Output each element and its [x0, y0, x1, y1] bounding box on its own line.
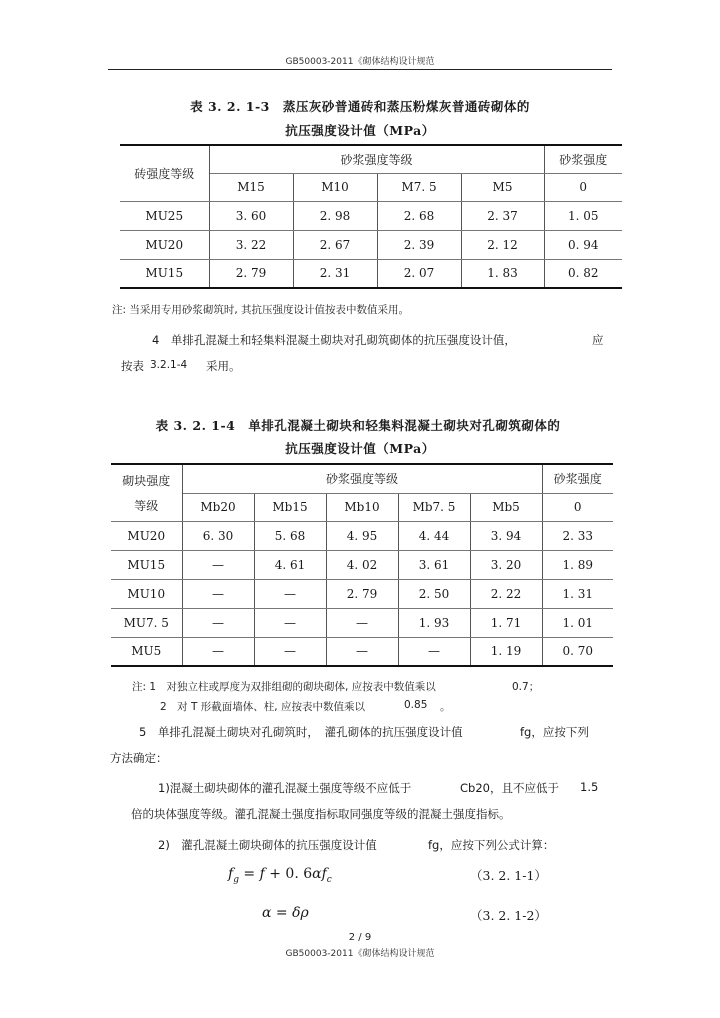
table2-cell: — [182, 579, 254, 608]
table1-col-header: M7. 5 [377, 173, 461, 201]
table2-col-header: Mb5 [470, 493, 542, 521]
table1-caption-line1: 表 3. 2. 1-3 蒸压灰砂普通砖和蒸压粉煤灰普通砖砌体的 [190, 99, 530, 114]
para4-line2-c: 采用。 [206, 359, 241, 373]
table2-cell: 1. 31 [542, 579, 613, 608]
para4-line2-a: 按表 [121, 359, 144, 373]
table1-grade: MU20 [120, 230, 209, 259]
formula-1: $f_g = f + 0$. $6\alpha f_c$ [228, 866, 332, 885]
table1-cell: 0. 94 [544, 230, 622, 259]
table1-cell: 0. 82 [544, 259, 622, 288]
table2-cell: 1. 93 [398, 608, 470, 637]
table2-row-header-line1: 砌块强度 [122, 473, 171, 488]
table2-cell: 0. 70 [542, 637, 613, 666]
item2-line-end: fg，应按下列公式计算： [428, 838, 555, 852]
table-row [120, 259, 622, 288]
table1-grade: MU25 [120, 201, 209, 230]
table2-cell: 2. 33 [542, 521, 613, 550]
table2 [111, 463, 613, 667]
table2-cell: 3. 94 [470, 521, 542, 550]
table2-note2-end: 。 [440, 701, 451, 713]
item1-line1: 1)混凝土砌块砌体的灌孔混凝土强度等级不应低于 [158, 781, 412, 795]
table-row [111, 579, 613, 608]
table1-cell: 2. 39 [377, 230, 461, 259]
table2-group-header: 砂浆强度等级 [182, 464, 542, 493]
table1-cell: 2. 79 [209, 259, 293, 288]
table2-col-header: 0 [542, 493, 613, 521]
para4-line1-end: 应 [592, 333, 604, 347]
table1-cell: 2. 12 [461, 230, 544, 259]
table2-cell: — [254, 608, 326, 637]
table2-cell: 6. 30 [182, 521, 254, 550]
table2-grade: MU5 [111, 637, 182, 666]
table1 [120, 144, 622, 289]
table-row [120, 230, 622, 259]
table2-cell: 1. 89 [542, 550, 613, 579]
table-row [120, 201, 622, 230]
table2-grade: MU15 [111, 550, 182, 579]
table1-row-header: 砖强度等级 [120, 145, 209, 201]
table2-col-header: Mb7. 5 [398, 493, 470, 521]
table1-col-header: M5 [461, 173, 544, 201]
table1-grade: MU15 [120, 259, 209, 288]
table2-cell: — [182, 637, 254, 666]
table2-cell: — [254, 579, 326, 608]
table1-caption-line2: 抗压强度设计值（MPa） [285, 123, 435, 138]
table2-note2: 2 对 T 形截面墙体、柱, 应按表中数值乘以 [160, 701, 365, 713]
page-header: GB50003-2011《砌体结构设计规范 [285, 57, 435, 67]
table2-cell: 1. 71 [470, 608, 542, 637]
table1-last-header: 砂浆强度 [544, 145, 622, 173]
table2-cell: — [182, 608, 254, 637]
table2-cell: — [254, 637, 326, 666]
table-row [111, 550, 613, 579]
table2-col-header: Mb10 [326, 493, 398, 521]
table1-cell: 2. 37 [461, 201, 544, 230]
table1-cell: 1. 05 [544, 201, 622, 230]
table2-note1-value: 0.7； [512, 681, 540, 693]
item1-line1-mid: Cb20，且不应低于 [460, 781, 559, 795]
table2-grade: MU20 [111, 521, 182, 550]
table2-note2-value: 0.85 [404, 699, 428, 711]
para5-line1: 5 单排孔混凝土砌块对孔砌筑时， 灌孔砌体的抗压强度设计值 [139, 725, 463, 739]
formula-2-number: （3. 2. 1-2） [470, 908, 547, 923]
table2-cell: 5. 68 [254, 521, 326, 550]
table2-cell: 3. 20 [470, 550, 542, 579]
table1-cell: 2. 68 [377, 201, 461, 230]
table-row [111, 608, 613, 637]
item1-line2: 倍的块体强度等级。灌孔混凝土强度指标取同强度等级的混凝土强度指标。 [131, 807, 511, 821]
item2-line: 2) 灌孔混凝土砌块砌体的抗压强度设计值 [158, 838, 377, 852]
table2-row-header [111, 464, 182, 521]
table2-cell: — [326, 608, 398, 637]
table2-cell: — [398, 637, 470, 666]
table1-cell: 2. 67 [293, 230, 377, 259]
para5-line2: 方法确定： [110, 751, 168, 765]
table1-cell: 2. 07 [377, 259, 461, 288]
table1-col-header: M10 [293, 173, 377, 201]
table2-grade: MU7. 5 [111, 608, 182, 637]
table-row [111, 521, 613, 550]
table2-grade: MU10 [111, 579, 182, 608]
table1-note: 注: 当采用专用砂浆砌筑时, 其抗压强度设计值按表中数值采用。 [112, 304, 410, 316]
table-row [111, 637, 613, 666]
table1-group-header: 砂浆强度等级 [209, 145, 544, 173]
table1-cell: 3. 22 [209, 230, 293, 259]
item1-line1-end: 1.5 [580, 780, 599, 794]
table1-cell: 1. 83 [461, 259, 544, 288]
table2-col-header: Mb15 [254, 493, 326, 521]
table2-col-header: Mb20 [182, 493, 254, 521]
table1-cell: 2. 98 [293, 201, 377, 230]
table1-col-header: M15 [209, 173, 293, 201]
table2-cell: 3. 61 [398, 550, 470, 579]
table2-row-header-line2: 等级 [134, 498, 159, 513]
table2-cell: 1. 19 [470, 637, 542, 666]
table2-cell: 4. 02 [326, 550, 398, 579]
para5-line1-end: fg，应按下列 [520, 725, 589, 739]
table2-cell: 1. 01 [542, 608, 613, 637]
page-footer: GB50003-2011《砌体结构设计规范 [285, 949, 435, 959]
para4-line1: 4 单排孔混凝土和轻集料混凝土砌块对孔砌筑砌体的抗压强度设计值， [152, 333, 516, 347]
table2-cell: 4. 95 [326, 521, 398, 550]
formula-2: α = δρ [262, 905, 309, 921]
table2-cell: 2. 50 [398, 579, 470, 608]
para4-line2-ref: 3.2.1-4 [150, 359, 188, 371]
page-number: 2 / 9 [348, 932, 372, 943]
header-rule [108, 69, 612, 70]
table2-cell: 4. 44 [398, 521, 470, 550]
table2-note1: 注: 1 对独立柱或厚度为双排组砌的砌块砌体, 应按表中数值乘以 [132, 681, 436, 693]
table1-col-header: 0 [544, 173, 622, 201]
table2-cell: 4. 61 [254, 550, 326, 579]
formula-1-number: （3. 2. 1-1） [470, 868, 547, 883]
table2-cell: 2. 22 [470, 579, 542, 608]
table2-last-header: 砂浆强度 [542, 464, 613, 493]
table1-cell: 3. 60 [209, 201, 293, 230]
table2-cell: 2. 79 [326, 579, 398, 608]
table2-caption-line1: 表 3. 2. 1-4 单排孔混凝土砌块和轻集料混凝土砌块对孔砌筑砌体的 [155, 418, 561, 433]
table2-cell: — [182, 550, 254, 579]
table2-cell: — [326, 637, 398, 666]
table1-cell: 2. 31 [293, 259, 377, 288]
table2-caption-line2: 抗压强度设计值（MPa） [285, 441, 435, 456]
